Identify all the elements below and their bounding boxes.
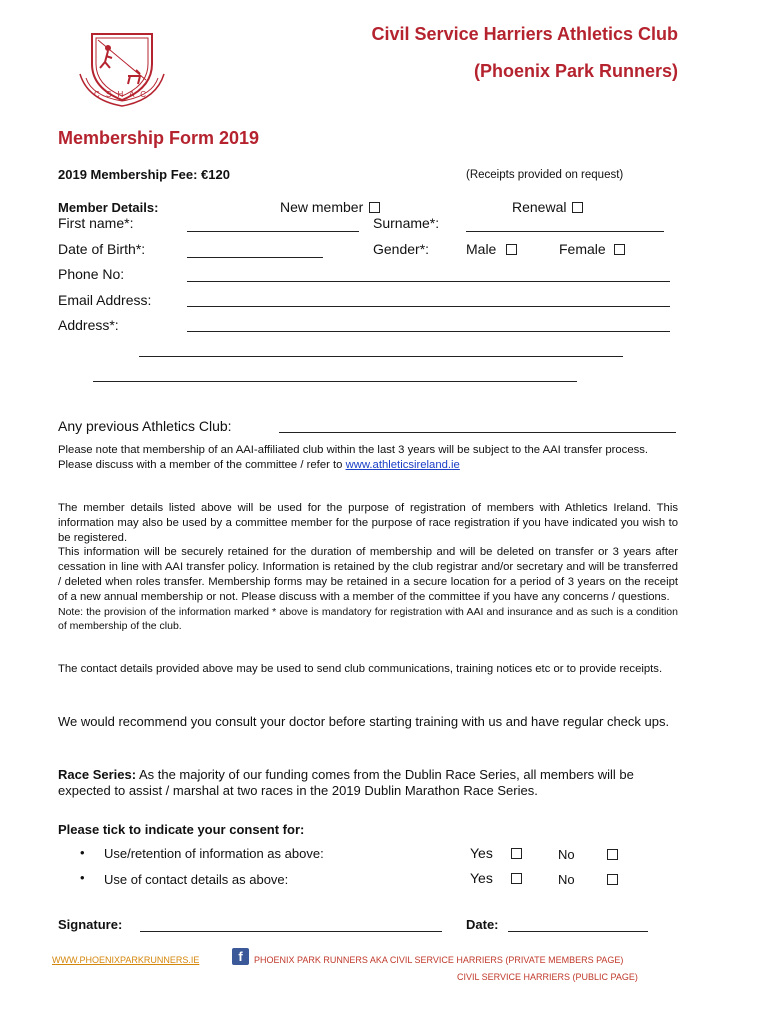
gender-label: Gender*: [373,241,430,257]
doctor-note: We would recommend you consult your doctor before starting training with us and have regular check ups. [58,714,670,729]
signature-label: Signature: [58,917,123,932]
yes-checkbox[interactable] [511,848,522,859]
yes-label: Yes [470,870,493,886]
email-field[interactable] [187,306,670,307]
address-label: Address*: [58,317,119,333]
consent-no-option[interactable] [558,847,618,862]
address-field-line-2[interactable] [139,356,623,357]
facebook-glyph: f [238,949,243,964]
yes-checkbox[interactable] [511,873,522,884]
data-policy-p3: Note: the provision of the information marked * above is mandatory for registration with AAI and insurance and as such is a condition of membership of the club. [58,605,678,633]
bullet-icon: • [80,870,85,885]
male-option[interactable] [466,241,517,257]
address-field-line-1[interactable] [187,331,670,332]
race-series-note [58,767,678,799]
dob-label: Date of Birth*: [58,241,146,257]
prev-club-label: Any previous Athletics Club: [58,418,232,434]
logo-letters: C S H A C [94,90,149,99]
consent-yes-option[interactable] [470,845,522,861]
bullet-icon: • [80,845,85,860]
male-checkbox[interactable] [506,244,517,255]
no-label: No [558,872,575,887]
contact-note: The contact details provided above may be used to send club communications, training notices etc or to provide receipts. [58,663,663,675]
race-series-label: Race Series: [58,767,137,782]
first-name-field[interactable] [187,231,359,232]
website-link[interactable]: WWW.PHOENIXPARKRUNNERS.IE [52,955,200,965]
data-policy-p2: This information will be securely retained for the duration of membership and will be deleted on transfer or 3 years after cessation in line with AAI transfer policy. Information is retained by the club registrar and/or secretary and will be transferred / deleted when roles transfer. Membership forms may be retained in a secure location for a period of 3 years on the receipt of a new annual membership or not. Please discuss with a member of the committee if you have any concerns / questions. [58,546,678,603]
public-page-link[interactable]: CIVIL SERVICE HARRIERS (PUBLIC PAGE) [457,972,638,982]
signature-field[interactable] [140,931,442,932]
consent-yes-option[interactable] [470,870,522,886]
male-label: Male [466,241,497,257]
consent-no-option[interactable] [558,872,618,887]
consent-item-label: Use/retention of information as above: [104,846,324,861]
new-member-option[interactable] [280,199,380,215]
race-series-text: As the majority of our funding comes from the Dublin Race Series, all members will be expected to assist / marshal at two races in the 2019 Dublin Marathon Race Series. [58,767,634,798]
facebook-icon[interactable] [232,948,249,965]
female-label: Female [559,241,606,257]
new-member-label: New member [280,199,364,215]
surname-label: Surname*: [373,215,440,231]
new-member-checkbox[interactable] [369,202,380,213]
consent-heading: Please tick to indicate your consent for: [58,822,305,837]
receipts-note: (Receipts provided on request) [466,169,624,181]
date-label: Date: [466,917,499,932]
renewal-label: Renewal [512,199,567,215]
surname-field[interactable] [466,231,664,232]
consent-item-label: Use of contact details as above: [104,872,289,887]
address-field-line-3[interactable] [93,381,577,382]
data-policy-p1: The member details listed above will be used for the purpose of registration of members with Athletics Ireland. This information may also be used by a committee member for the purpose of race registration if you have indicated you wish to be registered. [58,502,678,544]
transfer-note [58,443,678,473]
prev-club-field[interactable] [279,432,676,433]
yes-label: Yes [470,845,493,861]
dob-field[interactable] [187,257,323,258]
phone-field[interactable] [187,281,670,282]
form-title: Membership Form 2019 [58,128,260,148]
female-option[interactable] [559,241,625,257]
date-field[interactable] [508,931,648,932]
no-checkbox[interactable] [607,874,618,885]
membership-fee: 2019 Membership Fee: €120 [58,167,230,182]
club-name: Civil Service Harriers Athletics Club [371,24,678,44]
email-label: Email Address: [58,292,152,308]
data-policy [58,501,678,634]
transfer-note-text: Please note that membership of an AAI-affiliated club within the last 3 years will be subject to the AAI transfer process. Please discuss with a member of the committee / refer to [58,444,649,471]
renewal-option[interactable] [512,199,583,215]
female-checkbox[interactable] [614,244,625,255]
club-subtitle: (Phoenix Park Runners) [473,61,678,81]
first-name-label: First name*: [58,215,134,231]
club-logo [78,28,166,110]
athletics-ireland-link[interactable]: www.athleticsireland.ie [345,458,460,471]
no-label: No [558,847,575,862]
phone-label: Phone No: [58,266,125,282]
member-details-label: Member Details: [58,200,159,215]
private-page-link[interactable]: PHOENIX PARK RUNNERS AKA CIVIL SERVICE HARRIERS (PRIVATE MEMBERS PAGE) [254,955,624,965]
no-checkbox[interactable] [607,849,618,860]
renewal-checkbox[interactable] [572,202,583,213]
